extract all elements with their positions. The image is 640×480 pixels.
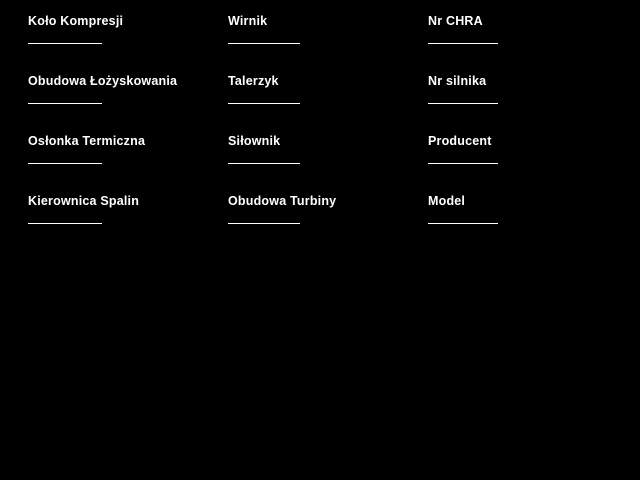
field-underline[interactable] [428, 163, 498, 164]
field-label: Kierownica Spalin [28, 194, 140, 208]
field-label: Nr CHRA [428, 14, 483, 28]
field-talerzyk[interactable] [200, 74, 400, 134]
field-label: Nr silnika [428, 74, 487, 88]
field-nr-chra[interactable] [400, 14, 600, 74]
field-label: Siłownik [228, 134, 281, 148]
field-producent[interactable] [400, 134, 600, 194]
field-underline[interactable] [28, 223, 102, 224]
field-underline[interactable] [428, 223, 498, 224]
field-nr-silnika[interactable] [400, 74, 600, 134]
field-label: Model [428, 194, 466, 208]
field-underline[interactable] [428, 103, 498, 104]
field-underline[interactable] [428, 43, 498, 44]
field-label: Osłonka Termiczna [28, 134, 146, 148]
field-kolo-kompresji[interactable] [0, 14, 200, 74]
field-label: Producent [428, 134, 492, 148]
field-silownik[interactable] [200, 134, 400, 194]
field-underline[interactable] [28, 103, 102, 104]
field-underline[interactable] [28, 43, 102, 44]
field-underline[interactable] [228, 43, 300, 44]
field-underline[interactable] [28, 163, 102, 164]
field-label: Talerzyk [228, 74, 279, 88]
field-label: Obudowa Łożyskowania [28, 74, 178, 88]
field-obudowa-turbiny[interactable] [200, 194, 400, 254]
field-underline[interactable] [228, 223, 300, 224]
field-underline[interactable] [228, 163, 300, 164]
field-kierownica-spalin[interactable] [0, 194, 200, 254]
field-label: Obudowa Turbiny [228, 194, 337, 208]
field-label: Koło Kompresji [28, 14, 124, 28]
field-wirnik[interactable] [200, 14, 400, 74]
field-oslonka-termiczna[interactable] [0, 134, 200, 194]
field-label: Wirnik [228, 14, 268, 28]
field-underline[interactable] [228, 103, 300, 104]
field-obudowa-lozyskowania[interactable] [0, 74, 200, 134]
field-model[interactable] [400, 194, 600, 254]
